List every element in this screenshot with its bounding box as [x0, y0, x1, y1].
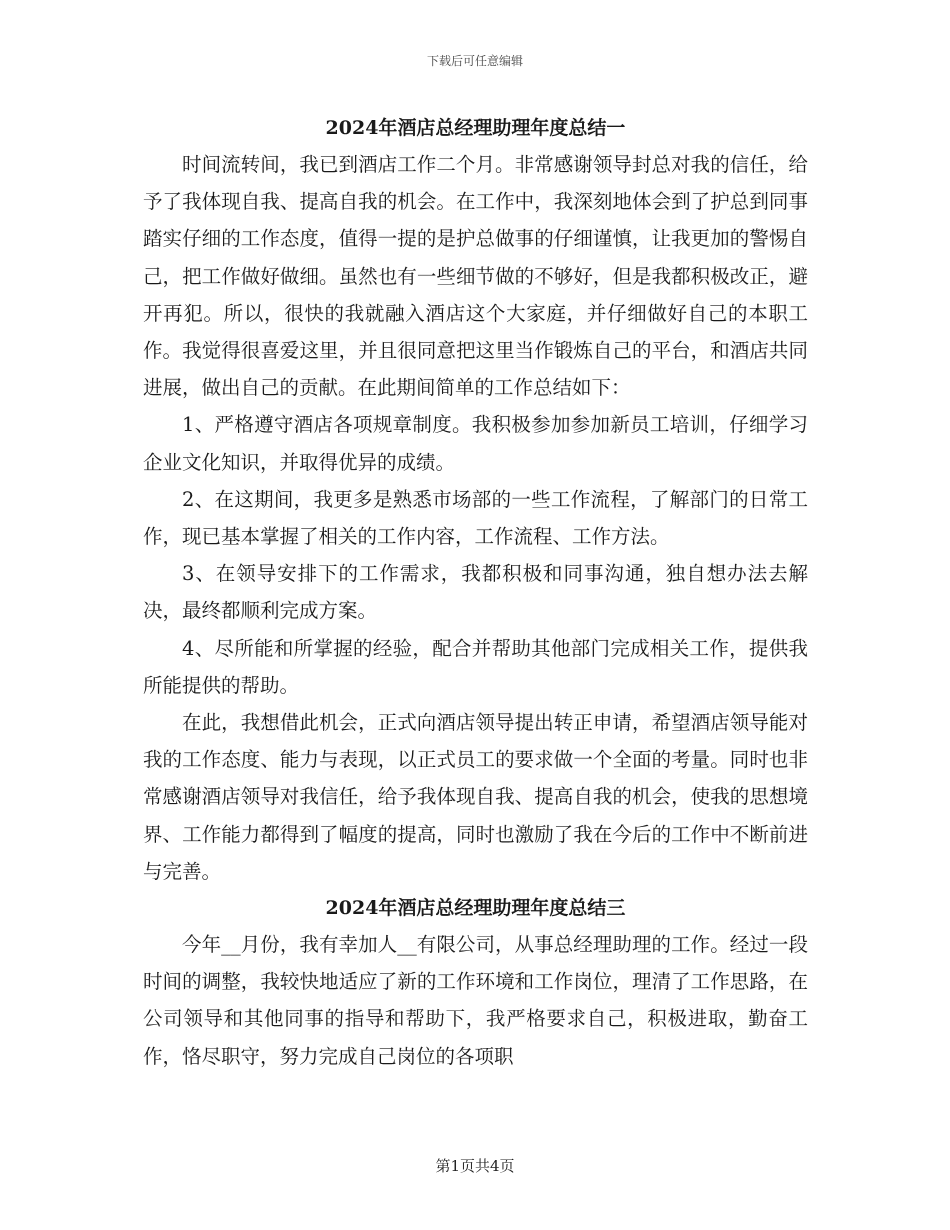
section-title-2: 2024年酒店总经理助理年度总结三 [325, 897, 626, 920]
paragraph: 2、在这期间，我更多是熟悉市场部的一些工作流程，了解部门的日常工作，现已基本掌握了相关的工作内容，工作流程、工作方法。 [143, 487, 808, 549]
paragraph: 时间流转间，我已到酒店工作二个月。非常感谢领导封总对我的信任，给予了我体现自我、提高自我的机会。在工作中，我深刻地体会到了护总到同事踏实仔细的工作态度，值得一提的是护总做事的仔细谨慎，让我更加的警惕自己，把工作做好做细。虽然也有一些细节做的不够好，但是我都积极改正，避开再犯。所以，很快的我就融入酒店这个大家庭，并仔细做好自己的本职工作。我觉得很喜爱这里，并且很同意把这里当作锻炼自己的平台，和酒店共同进展，做出自己的贡献。在此期间简单的工作总结如下： [143, 153, 808, 400]
paragraph: 在此，我想借此机会，正式向酒店领导提出转正申请，希望酒店领导能对我的工作态度、能力与表现，以正式员工的要求做一个全面的考量。同时也非常感谢酒店领导对我信任，给予我体现自我、提高自我的机会，使我的思想境界、工作能力都得到了幅度的提高，同时也激励了我在今后的工作中不断前进与完善。 [143, 711, 808, 883]
paragraph: 今年__月份，我有幸加人__有限公司，从事总经理助理的工作。经过一段时间的调整，我较快地适应了新的工作环境和工作岗位，理清了工作思路，在公司领导和其他同事的指导和帮助下，我严格要求自己，积极进取，勤奋工作，恪尽职守，努力完成自己岗位的各项职 [143, 933, 808, 1068]
paragraph: 3、在领导安排下的工作需求，我都积极和同事沟通，独自想办法去解决，最终都顺利完成方案。 [143, 562, 808, 623]
section-title-1: 2024年酒店总经理助理年度总结一 [325, 117, 626, 139]
page-footer: 第1页共4页 [435, 1157, 515, 1175]
document-body [143, 110, 808, 1075]
page-header: 下载后可任意编辑 [426, 54, 523, 68]
paragraph: 1、严格遵守酒店各项规章制度。我积极参加参加新员工培训，仔细学习企业文化知识，并取得优异的成绩。 [143, 413, 808, 474]
paragraph: 4、尽所能和所掌握的经验，配合并帮助其他部门完成相关工作，提供我所能提供的帮助。 [143, 636, 808, 697]
